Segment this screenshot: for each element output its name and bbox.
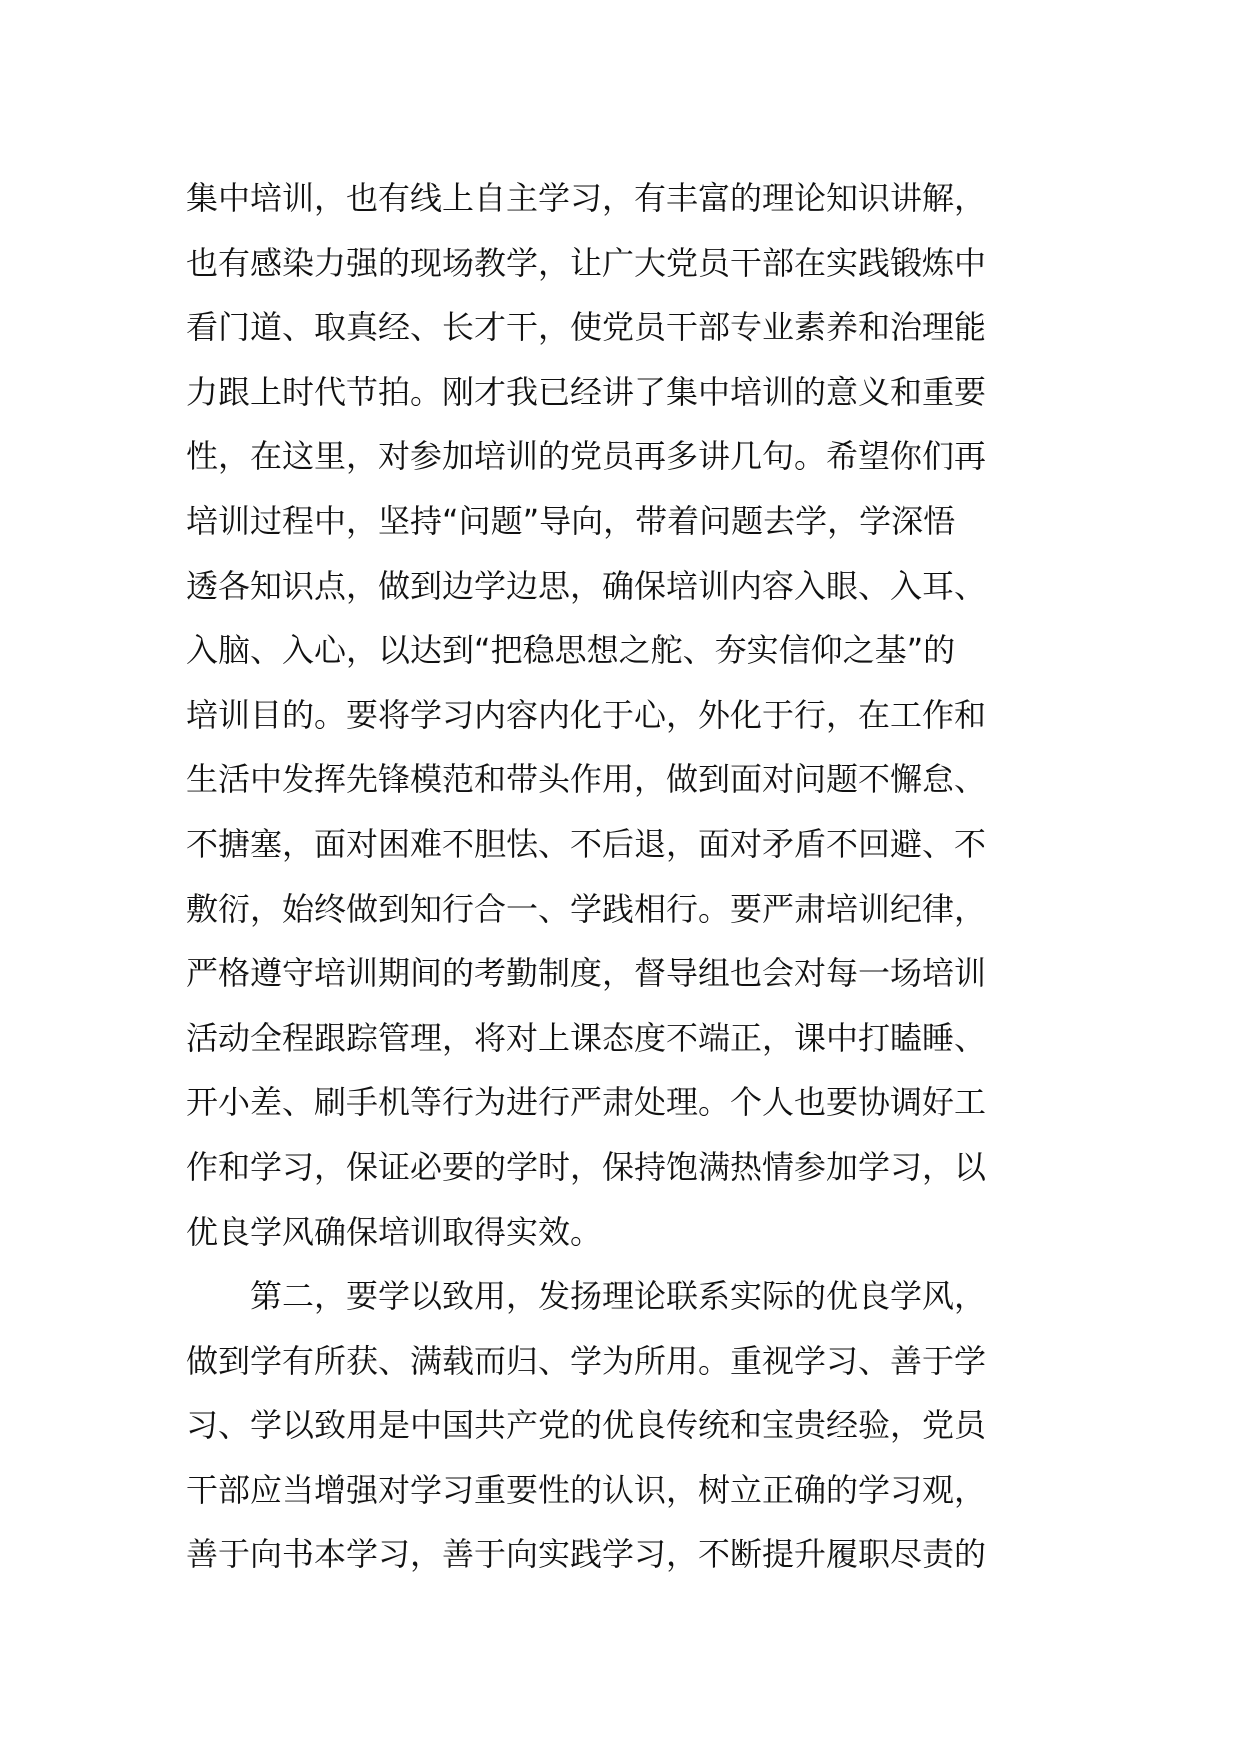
text-line: 培训目的。要将学习内容内化于心，外化于行，在工作和 [186, 695, 987, 734]
text-line: 不搪塞，面对困难不胆怯、不后退，面对矛盾不回避、不 [186, 824, 987, 863]
text-line: 看门道、取真经、长才干，使党员干部专业素养和治理能 [186, 308, 987, 347]
text-line: 入脑、入心，以达到“把稳思想之舵、夯实信仰之基”的 [186, 631, 956, 670]
text-line: 也有感染力强的现场教学，让广大党员干部在实践锻炼中 [186, 243, 987, 282]
text-line: 严格遵守培训期间的考勤制度，督导组也会对每一场培训 [186, 954, 987, 993]
text-line: 生活中发挥先锋模范和带头作用，做到面对问题不懈怠、 [186, 760, 987, 799]
text-line: 习、学以致用是中国共产党的优良传统和宝贵经验，党员 [186, 1406, 987, 1445]
text-line: 作和学习，保证必要的学时，保持饱满热情参加学习，以 [186, 1147, 987, 1186]
text-line: 善于向书本学习，善于向实践学习，不断提升履职尽责的 [186, 1535, 987, 1574]
text-line: 开小差、刷手机等行为进行严肃处理。个人也要协调好工 [186, 1083, 987, 1122]
text-line: 力跟上时代节拍。刚才我已经讲了集中培训的意义和重要 [186, 372, 987, 411]
text-line: 干部应当增强对学习重要性的认识，树立正确的学习观， [186, 1470, 987, 1509]
body-text [186, 166, 1056, 1587]
text-line: 培训过程中，坚持“问题”导向，带着问题去学，学深悟 [186, 501, 956, 540]
text-line: 活动全程跟踪管理，将对上课态度不端正，课中打瞌睡、 [186, 1018, 987, 1057]
text-line: 透各知识点，做到边学边思，确保培训内容入眼、入耳、 [186, 566, 987, 605]
text-line: 敷衍，始终做到知行合一、学践相行。要严肃培训纪律， [186, 889, 987, 928]
text-line: 优良学风确保培训取得实效。 [186, 1212, 603, 1251]
text-line: 性，在这里，对参加培训的党员再多讲几句。希望你们再 [186, 437, 987, 476]
paragraph-start-line: 第二，要学以致用，发扬理论联系实际的优良学风， [250, 1277, 987, 1316]
text-line: 做到学有所获、满载而归、学为所用。重视学习、善于学 [186, 1341, 987, 1380]
text-line: 集中培训，也有线上自主学习，有丰富的理论知识讲解， [186, 179, 987, 217]
